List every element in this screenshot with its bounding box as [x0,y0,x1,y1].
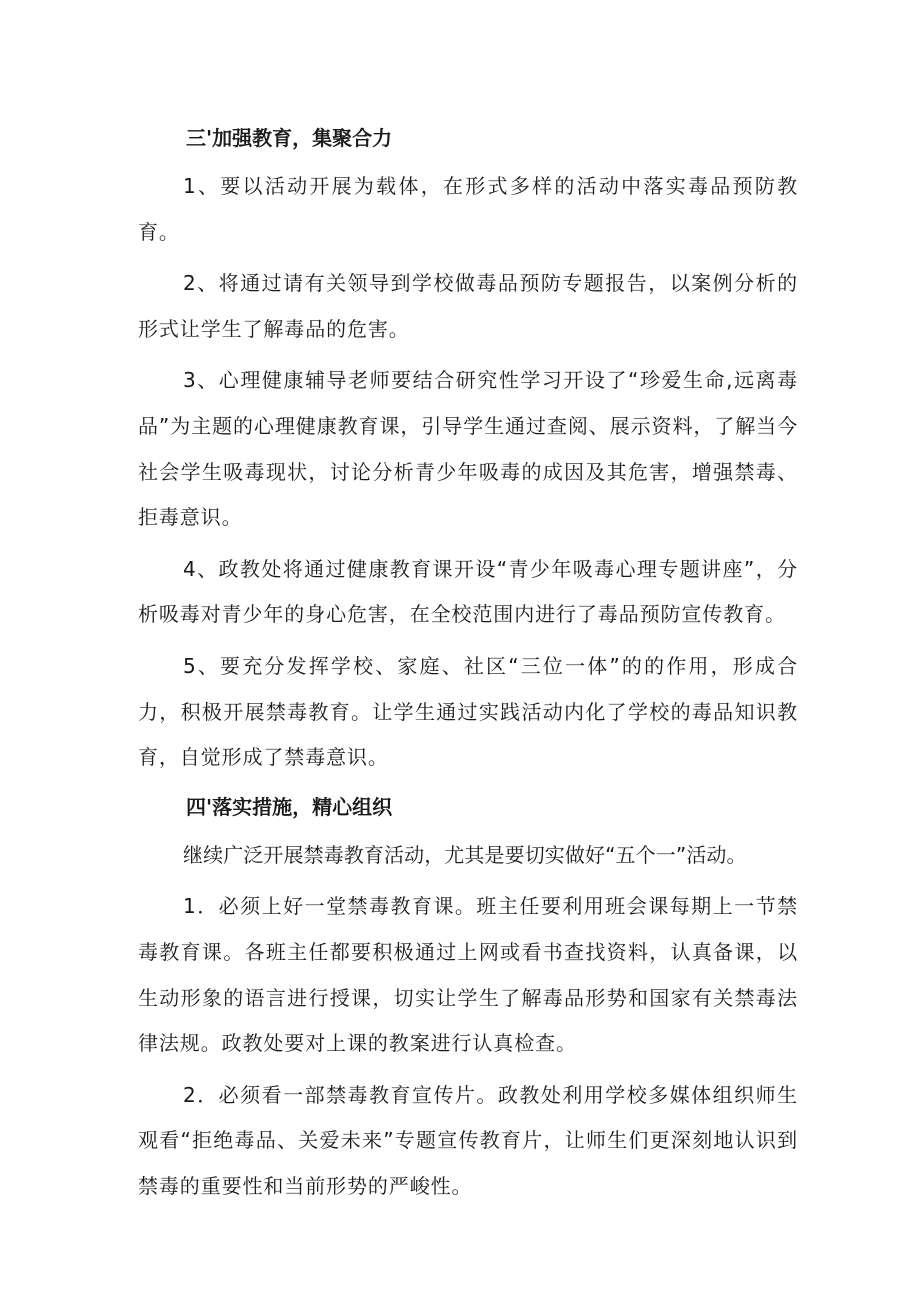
section-4-item-2: 2．必须看一部禁毒教育宣传片。政教处利用学校多媒体组织师生观看“拒绝毒品、关爱未来”专题宣传教育片，让师生们更深刻地认识到禁毒的重要性和当前形势的严峻性。 [138,1082,798,1198]
section-3-item-3: 3、心理健康辅导老师要结合研究性学习开设了“珍爱生命,远离毒品”为主题的心理健康教育课，引导学生通过查阅、展示资料，了解当今社会学生吸毒现状，讨论分析青少年吸毒的成因及其危害，增强禁毒、拒毒意识。 [138,368,798,530]
section-heading-4: 四'落实措施，精心组织 [186,794,393,819]
section-4-intro: 继续广泛开展禁毒教育活动，尤其是要切实做好“五个一”活动。 [183,842,747,867]
section-3-item-2: 2、将通过请有关领导到学校做毒品预防专题报告，以案例分析的形式让学生了解毒品的危害。 [138,271,798,341]
section-3-item-5: 5、要充分发挥学校、家庭、社区“三位一体”的的作用，形成合力，积极开展禁毒教育。让学生通过实践活动内化了学校的毒品知识教育，自觉形成了禁毒意识。 [138,653,798,770]
document-body [138,118,798,1215]
section-heading-3: 三'加强教育，集聚合力 [186,126,393,150]
section-3-item-4: 4、政教处将通过健康教育课开设“青少年吸毒心理专题讲座”，分析吸毒对青少年的身心危害，在全校范围内进行了毒品预防宣传教育。 [138,556,798,627]
section-3-item-1: 1、要以活动开展为载体，在形式多样的活动中落实毒品预防教育。 [138,174,798,244]
section-4-item-1: 1．必须上好一堂禁毒教育课。班主任要利用班会课每期上一节禁毒教育课。各班主任都要积极通过上网或看书查找资料，认真备课，以生动形象的语言进行授课，切实让学生了解毒品形势和国家有关禁毒法律法规。政教处要对上课的教案进行认真检查。 [138,894,798,1056]
